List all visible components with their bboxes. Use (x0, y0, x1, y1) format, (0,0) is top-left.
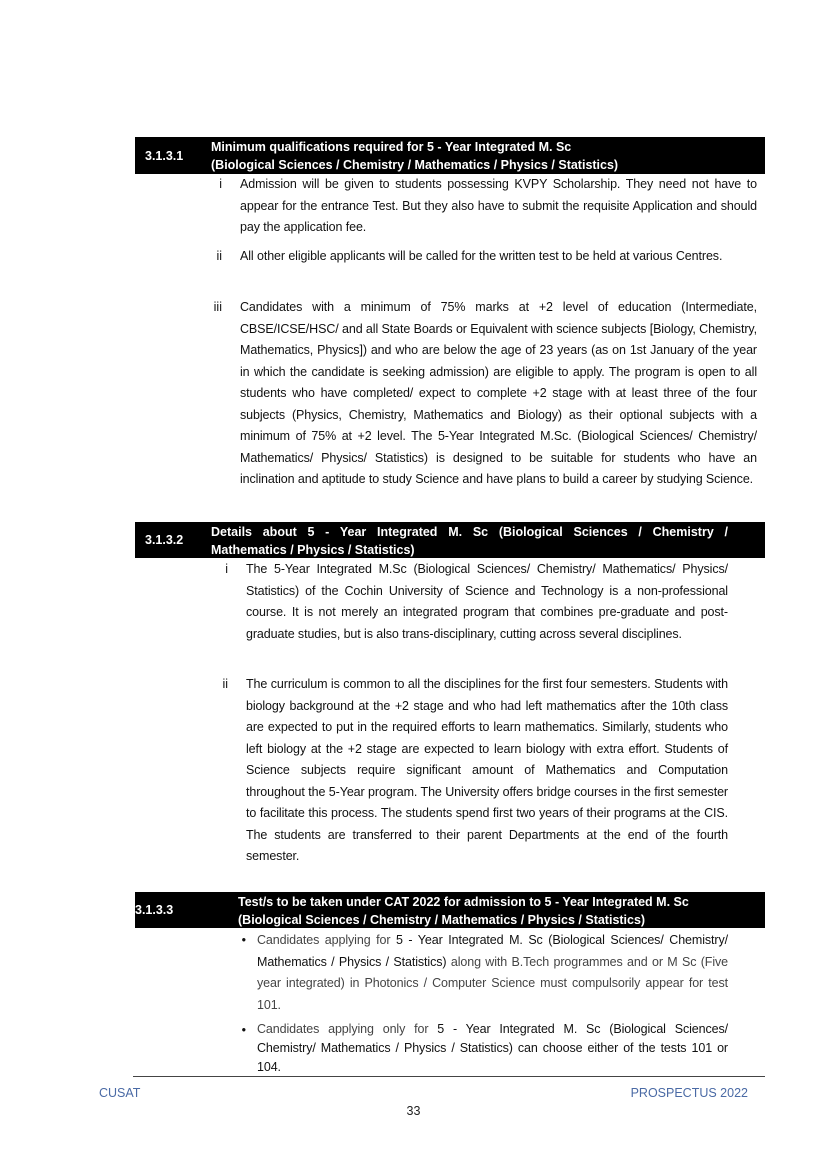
bullet-item (257, 1020, 728, 1077)
bullet-icon: • (241, 1023, 246, 1037)
list-item: Admission will be given to students possessing KVPY Scholarship. They need not have to appear for the entrance Test. But they also have to submit the requisite Application and should pay the application fee. (240, 177, 757, 234)
list-item: Candidates with a minimum of 75% marks at +2 level of education (Intermediate, CBSE/ICSE/HSC/ and all State Boards or Equivalent with science subjects [Biology, Chemistry, Mathematics, Physics]) and who are below the age of 23 years (as on 1st January of the year in which the candidate is seeking admission) are eligible to apply. The program is open to all students who have completed/ expect to complete +2 stage with at least three of the four subjects (Physics, Chemistry, Mathematics and Biology) as their optional subjects with a minimum of 75% at +2 level. The 5-Year Integrated M.Sc. (Biological Sciences/ Chemistry/ Mathematics/ Physics/ Statistics) is designed to be suitable for students who have an inclination and aptitude to study Science and have plans to build a career by studying Science. (240, 300, 757, 486)
list-item: The 5-Year Integrated M.Sc (Biological Sciences/ Chemistry/ Mathematics/ Physics/ Statistics) of the Cochin University of Science and Technology is a non-professional course. It is not merely an integrated program that combines pre-graduate and post-graduate studies, but is also trans-disciplinary, cutting across several disciplines. (246, 562, 728, 641)
section-title (238, 893, 689, 929)
item-mark: ii (216, 249, 222, 263)
section-title-line: (Biological Sciences / Chemistry / Mathematics / Physics / Statistics) (211, 158, 619, 172)
section-title-line: Test/s to be taken under CAT 2022 for admission to 5 - Year Integrated M. Sc (238, 895, 689, 909)
section-title-line: Mathematics / Physics / Statistics) (211, 543, 415, 557)
section-title (211, 523, 728, 559)
list-item: The curriculum is common to all the disciplines for the first four semesters. Students with biology background at the +2 stage and who had left mathematics after the 10th class are expected to put in the required efforts to learn mathematics. Similarly, students who left biology at the +2 stage are expected to learn biology with extra effort. Students of Science subjects require significant amount of Mathematics and Computation throughout the 5-Year program. The University offers bridge courses in the first semester to facilitate this process. The students spend first two years of their programs at the CIS. The students are transferred to their parent Departments at the end of the fourth semester. (246, 677, 728, 863)
section-header (135, 522, 765, 558)
footer-left: CUSAT (99, 1086, 141, 1100)
item-mark: ii (222, 677, 228, 691)
bullet-text: Candidates applying only for (257, 1022, 438, 1036)
bullet-text: Candidates applying for (257, 933, 396, 947)
section-header (135, 892, 765, 928)
page-number: 33 (406, 1104, 421, 1118)
section-number: 3.1.3.1 (145, 148, 184, 163)
bullet-text: along with B.Tech programmes and or M Sc (Five year integrated) in Photonics / Computer Science must compulsorily appear for test 101. (257, 954, 729, 1012)
bullet-item (257, 930, 728, 1016)
bullet-text-bold: 5 - Year Integrated M. Sc (Biological Sciences/ Chemistry/ Mathematics / Physics / Statistics) can choose either of the tests 101 or 104. (257, 1022, 729, 1074)
footer-divider (133, 1076, 765, 1077)
bullet-text-bold: 5 - Year Integrated M. Sc (Biological Sciences/ Chemistry/ Mathematics / Physics / Statistics) (257, 933, 728, 969)
item-mark: i (225, 562, 228, 576)
list-item: All other eligible applicants will be called for the written test to be held at various Centres. (240, 249, 723, 263)
section-number: 3.1.3.2 (145, 533, 184, 547)
section-title-line: Details about 5 - Year Integrated M. Sc (Biological Sciences / Chemistry / (211, 525, 728, 539)
section-title-line: (Biological Sciences / Chemistry / Mathematics / Physics / Statistics) (238, 913, 646, 927)
item-mark: i (219, 177, 222, 191)
section-number: 3.1.3.3 (135, 903, 174, 917)
section-header (135, 137, 765, 174)
bullet-icon: • (241, 933, 246, 947)
item-mark: iii (213, 300, 222, 314)
footer-right: PROSPECTUS 2022 (630, 1086, 748, 1100)
section-title (211, 138, 618, 174)
section-title-line: Minimum qualifications required for 5 - Year Integrated M. Sc (211, 140, 572, 154)
